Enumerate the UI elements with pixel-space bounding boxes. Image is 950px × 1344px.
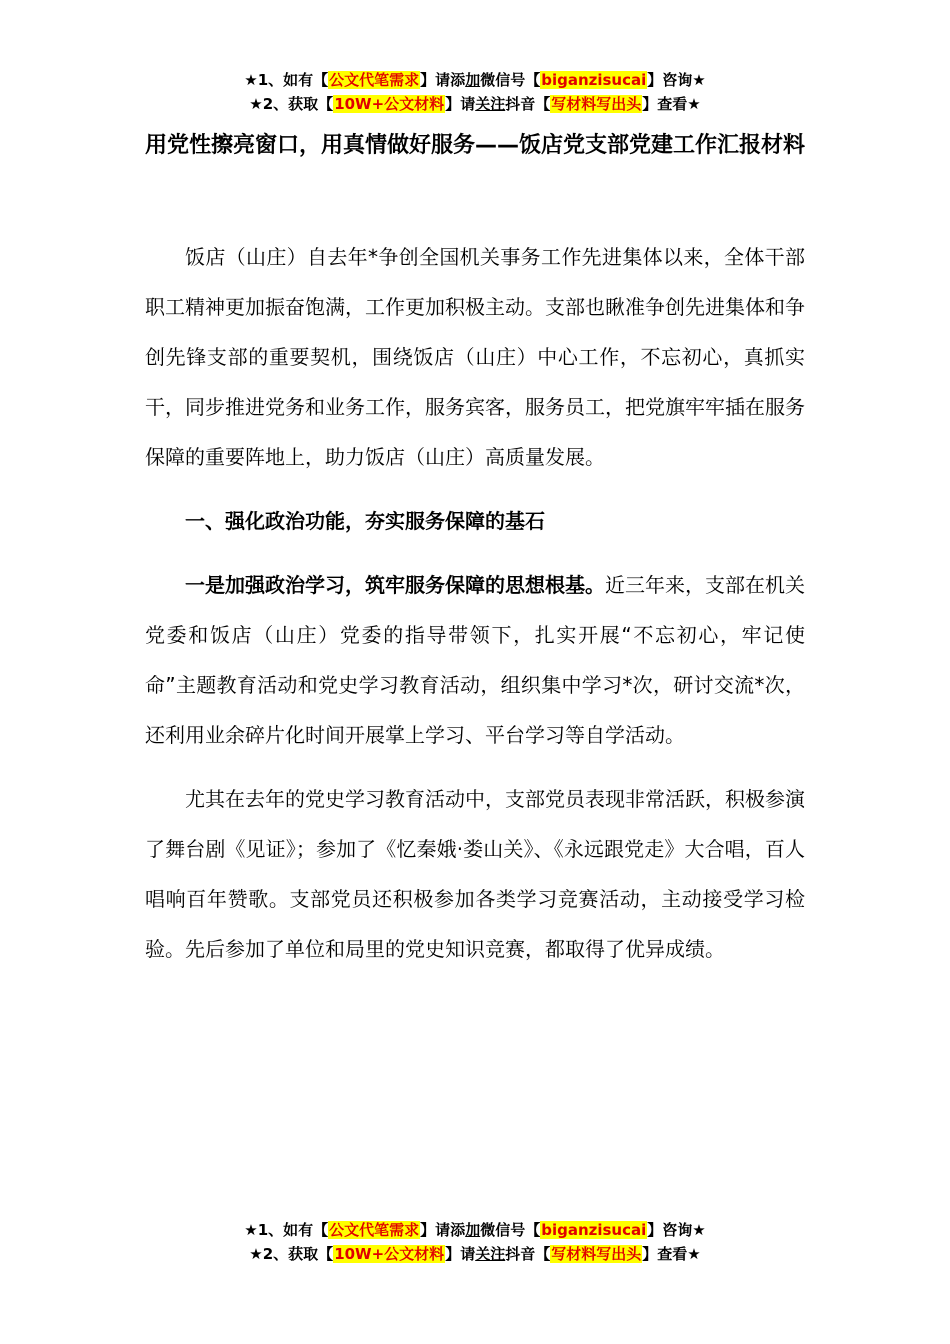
- banner-highlight: 10W+公文材料: [334, 1245, 445, 1263]
- banner-highlight: 写材料写出头: [551, 95, 642, 113]
- banner-text: 】请: [445, 95, 476, 113]
- top-banner: [0, 68, 950, 116]
- banner-text: 抖音【: [505, 95, 551, 113]
- body-paragraph: 尤其在去年的党史学习教育活动中，支部党员表现非常活跃，积极参演了舞台剧《见证》；参加了《忆秦娥·娄山关》、《永远跟党走》大合唱，百人唱响百年赞歌。支部党员还积极参加各类学习竞赛活动，主动接受学习检验。先后参加了单位和局里的党史知识竞赛，都取得了优异成绩。: [145, 787, 805, 961]
- banner-highlight: 10W+公文材料: [334, 95, 445, 113]
- banner-text: 】咨询★: [647, 71, 706, 89]
- banner-highlight: 写材料写出头: [551, 1245, 642, 1263]
- banner-line-2: [0, 92, 950, 116]
- banner-text: ★2、获取【: [249, 1245, 334, 1263]
- banner-text: 抖音【: [505, 1245, 551, 1263]
- banner-highlight: 公文代笔需求: [329, 1221, 420, 1239]
- banner-line-1: [0, 1218, 950, 1242]
- banner-text: 】请添: [420, 1221, 466, 1239]
- banner-highlight: biganzisucai: [541, 71, 647, 89]
- banner-underlined-text: 关注: [475, 95, 506, 113]
- banner-underlined-text: 关注: [475, 1245, 506, 1263]
- document-body: [145, 232, 805, 988]
- banner-line-2: [0, 1242, 950, 1266]
- banner-highlight: biganzisucai: [541, 1221, 647, 1239]
- banner-text: 微信号【: [480, 71, 541, 89]
- banner-text: 】请: [445, 1245, 476, 1263]
- banner-line-1: [0, 68, 950, 92]
- point-body: 近三年来，支部在机关党委和饭店（山庄）党委的指导带领下，扎实开展“不忘初心，牢记使命”主题教育活动和党史学习教育活动，组织集中学习*次，研讨交流*次，还利用业余碎片化时间开展掌上学习、平台学习等自学活动。: [145, 573, 805, 747]
- banner-text: ★1、如有【: [244, 71, 329, 89]
- point-paragraph: [145, 560, 805, 760]
- banner-text: 微信号【: [480, 1221, 541, 1239]
- banner-highlight: 公文代笔需求: [329, 71, 420, 89]
- banner-text: ★1、如有【: [244, 1221, 329, 1239]
- point-lead: 一是加强政治学习，筑牢服务保障的思想根基。: [185, 573, 605, 597]
- banner-text: 】查看★: [642, 95, 701, 113]
- document-title: 用党性擦亮窗口，用真情做好服务——饭店党支部党建工作汇报材料: [145, 133, 806, 158]
- banner-underlined-text: 加: [465, 1221, 481, 1239]
- banner-text: 】查看★: [642, 1245, 701, 1263]
- bottom-banner: [0, 1218, 950, 1266]
- banner-text: ★2、获取【: [249, 95, 334, 113]
- banner-text: 】请添: [420, 71, 466, 89]
- banner-underlined-text: 加: [465, 71, 481, 89]
- banner-text: 】咨询★: [647, 1221, 706, 1239]
- section-heading: 一、强化政治功能，夯实服务保障的基石: [185, 509, 545, 533]
- intro-paragraph: 饭店（山庄）自去年*争创全国机关事务工作先进集体以来，全体干部职工精神更加振奋饱满，工作更加积极主动。支部也瞅准争创先进集体和争创先锋支部的重要契机，围绕饭店（山庄）中心工作，不忘初心，真抓实干，同步推进党务和业务工作，服务宾客，服务员工，把党旗牢牢插在服务保障的重要阵地上，助力饭店（山庄）高质量发展。: [145, 245, 805, 469]
